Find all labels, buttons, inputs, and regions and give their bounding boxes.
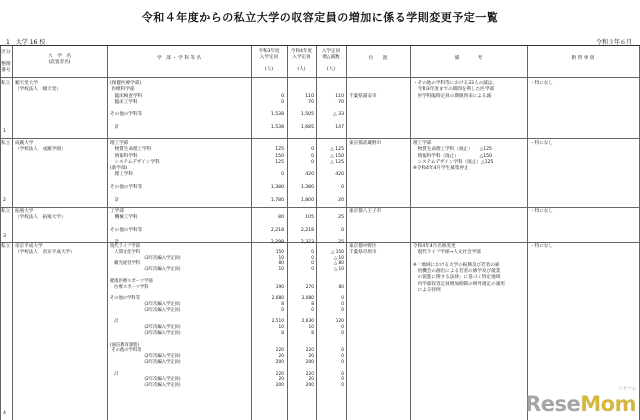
row-remarks: 令和4年4月名称変更 現代ライフ学部→人文社会学部 ※「地域における大学の振興及び若者の雇 用機会の創出による若者の修学及び就業 の促進に関する法律」に基づく特定地域 内学部収容定員増加抑制の例外規定の適用 による特例 (413, 244, 505, 294)
header-notes: 附 帯 事 項 (571, 56, 595, 61)
page-title: 令和４年度からの私立大学の収容定員の増加に係る学則変更予定一覧 (141, 11, 499, 24)
row-number: 2 (3, 198, 6, 203)
header-faculty: 学 部 ・ 学 科 等 名 (156, 56, 202, 61)
row-notes: ・特になし (530, 244, 553, 249)
row-faculty: 理工学部 物質生命理工学科 情報科学科 システムデザイン学科 (新学部) 理工学科 その他の学科等 計 (110, 141, 160, 203)
row-school: 拓殖大学 （学校法人 拓殖大学） (15, 209, 66, 221)
row-location: 東京都武蔵野市 (349, 141, 382, 146)
row-r3: 80 2,218 2,298 (270, 215, 284, 246)
row-faculty: 工学部 機械工学科 その他の学科等 計 (110, 209, 143, 246)
row-notes: ・特になし (530, 81, 553, 86)
row-diff: △ 125 △ 150 △ 125 420 0 20 (330, 147, 344, 203)
row-r3: 0 0 1,538 1,538 (270, 93, 284, 131)
row-r4: 0 0 0 420 1,380 1,800 (300, 147, 314, 203)
row-location: 東京都中野区 千葉県市原市 (349, 244, 377, 256)
row-number: 4 (3, 411, 6, 416)
row-notes: ・特になし (530, 141, 553, 146)
row-remarks: ・その他の学科等における33人の減は、 令和3年度までの期間を利した医学部 医学科臨時定員の期限到来による減 (413, 81, 497, 99)
document-date: 令和３年６月 (595, 39, 632, 46)
header-location: 位 置 (368, 56, 388, 61)
row-school: 成蹊大学 （学校法人 成蹊学園） (15, 141, 66, 153)
row-number: 3 (3, 234, 6, 239)
row-diff: 110 70 △ 33 147 (333, 93, 344, 131)
row-kubun: 私立 (1, 141, 11, 146)
row-location: 千葉県浦安市 (349, 93, 377, 99)
schedule-table (0, 45, 640, 420)
row-r4: 110 70 1,505 1,685 (300, 93, 314, 131)
logo-text-accent: Mom (580, 392, 636, 416)
row-location: 東京都八王子市 (349, 209, 382, 214)
row-notes: ・特になし (530, 209, 553, 214)
logo-text: Rese (525, 392, 581, 416)
row-school: 順天堂大学 （学校法人 順天堂） (15, 81, 61, 93)
header-diff: 入学定員 増△減数 (人) (321, 49, 341, 72)
resemom-logo (525, 386, 636, 416)
row-kubun: 私立 (1, 81, 11, 86)
row-remarks: 理工学部 物質生命理工学科（廃止） △125 情報科学科（廃止） △150 システムデザイン学科（廃止）△125 ※令和4年4月学生募集停止 (413, 141, 494, 172)
row-diff: 25 0 25 (338, 215, 344, 246)
row-r3: 150 10 80 10 190 2,080 8 0 2,510 10 8 220 20 200 220 20 200 (271, 249, 284, 389)
header-r3: 令和3年度 入学定員 (人) (258, 49, 280, 72)
row-faculty: 現代ライフ学部 人間文化学科 (3年次編入学定員) 観光経営学科 (3年次編入学定員) 健康医療スポーツ学部 医療スポーツ学科 その他の学科等 (2年次編入学定員) (3年次編入学定員) 計 (2年次編入学定員) (3年次編入学定員) (通信教育課程) その他の学科等 (2年次編入学定員) (3年次編入学定員) 計 (2年次編入学定員) (3年次編入学定員) (110, 244, 181, 389)
row-number: 1 (3, 129, 6, 134)
row-faculty: (保健医療学部) 医療科学部 臨床検査学科 臨床工学科 その他の学科等 計 (110, 81, 143, 131)
row-diff: △ 150 △ 10 △ 80 △ 10 80 0 0 0 120 0 0 0 0 0 0 0 0 (331, 249, 344, 389)
row-kubun: 私立 (1, 244, 11, 249)
row-school: 帝京平成大学 （学校法人 帝京平成大学） (15, 244, 75, 256)
row-r4: 0 0 0 0 270 2,080 8 0 2,630 10 8 220 20 200 220 20 200 (301, 249, 314, 389)
section-label: 1 大学 16 校 (6, 39, 46, 46)
row-kubun: 私立 (1, 209, 11, 214)
logo-kana: リセマム (618, 386, 636, 392)
header-r4: 令和4年度 入学定員 (人) (290, 49, 313, 72)
row-r3: 125 150 125 0 1,380 1,780 (270, 147, 284, 203)
header-school: 大 学 名 (設置者名) (48, 54, 71, 65)
row-r4: 105 2,218 2,323 (300, 215, 314, 246)
header-kubun: 区分 整理 番号 (1, 50, 11, 73)
header-remarks: 備 考 (454, 56, 483, 61)
